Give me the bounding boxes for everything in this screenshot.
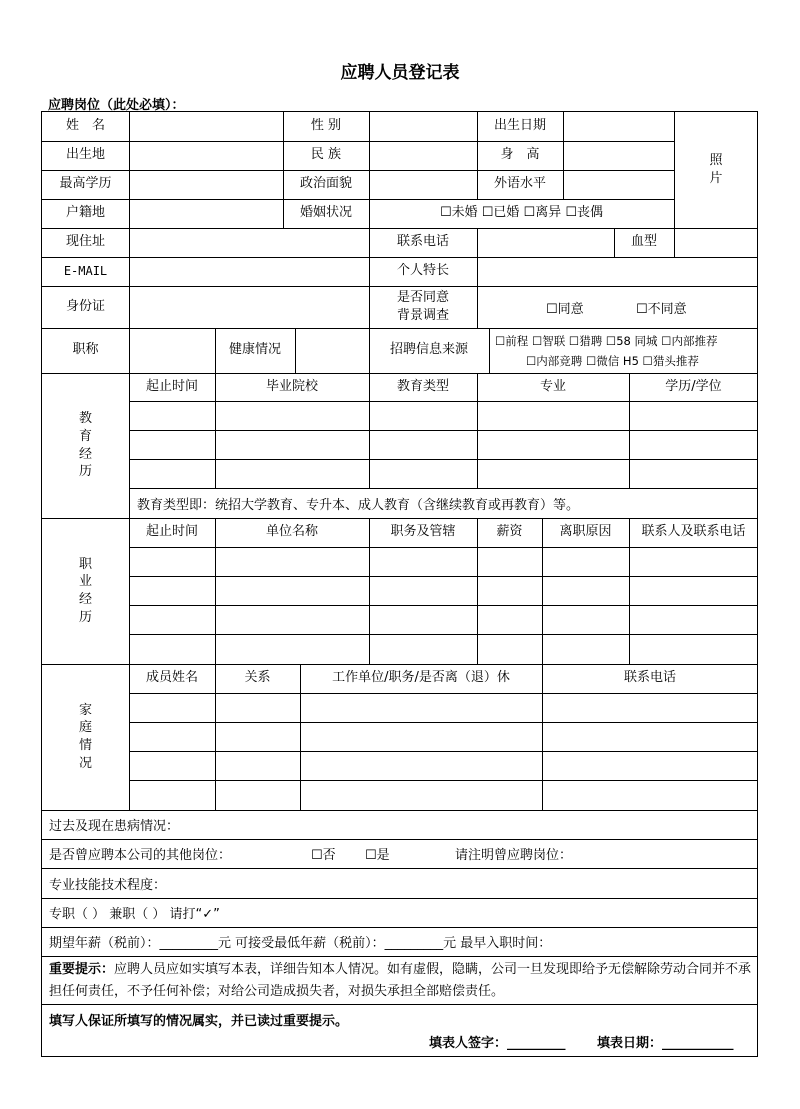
- family-char: 庭: [78, 720, 92, 736]
- education-label: 最高学历: [59, 176, 112, 192]
- photo-box[interactable]: [674, 112, 758, 228]
- row-line: [129, 430, 758, 431]
- email-input[interactable]: [129, 257, 369, 286]
- education-char: 教: [78, 411, 92, 427]
- gender-input[interactable]: [369, 112, 477, 141]
- photo-label-2: 片: [709, 171, 723, 186]
- work-char: 历: [78, 609, 92, 625]
- fill-date-field[interactable]: 填表日期：___________: [597, 1035, 734, 1051]
- applied-before-label: 是否曾应聘本公司的其他岗位：: [49, 848, 232, 863]
- row-line: [42, 1004, 758, 1005]
- email-label: E-MAIL: [63, 263, 108, 278]
- family-header-workplace: 工作单位/职务/是否离（退）休: [332, 670, 510, 686]
- row-line: [129, 634, 758, 635]
- family-char: 家: [78, 702, 92, 718]
- family-char: 情: [78, 738, 92, 753]
- health-input[interactable]: [295, 328, 369, 373]
- title-input[interactable]: [129, 328, 215, 373]
- marital-label: 婚姻状况: [299, 205, 352, 221]
- id-card-input[interactable]: [129, 286, 369, 328]
- gender-label: 性 别: [310, 118, 342, 134]
- work-header-reason: 离职原因: [559, 524, 612, 540]
- skills-label: 专业技能技术程度：: [49, 877, 167, 893]
- signature-field[interactable]: 填表人签字：_________: [429, 1035, 566, 1051]
- salary-line[interactable]: 期望年薪（税前）：_________元 可接受最低年薪（税前）：_________元 最早入职时间：: [49, 936, 552, 951]
- blood-label: 血型: [630, 234, 657, 250]
- birthplace-input[interactable]: [129, 141, 283, 170]
- agree-checkbox[interactable]: ☐同意: [546, 301, 584, 317]
- source-options-row-1[interactable]: ☐前程 ☐智联 ☐猎聘 ☐58 同城 ☐内部推荐: [495, 334, 718, 348]
- hukou-input[interactable]: [129, 199, 283, 228]
- source-options-row-2[interactable]: ☐内部竞聘 ☐微信 H5 ☐猎头推荐: [526, 354, 699, 368]
- col-line: [489, 328, 490, 373]
- work-header-salary: 薪资: [496, 524, 523, 540]
- notice-label: 重要提示：: [49, 962, 115, 977]
- edu-header-major: 专业: [539, 378, 566, 394]
- work-section-label: [42, 518, 129, 664]
- hukou-label: 户籍地: [65, 205, 105, 221]
- language-label: 外语水平: [493, 176, 546, 192]
- blood-input[interactable]: [674, 228, 758, 257]
- height-input[interactable]: [563, 141, 674, 170]
- edu-header-type: 教育类型: [396, 378, 449, 394]
- work-char: 职: [78, 556, 92, 572]
- birth-date-label: 出生日期: [493, 118, 546, 134]
- ethnicity-label: 民 族: [310, 147, 342, 163]
- photo-label-1: 照: [709, 153, 723, 169]
- background-check-line-1: 是否同意: [396, 290, 449, 306]
- title-label: 职称: [72, 342, 99, 358]
- family-header-relation: 关系: [244, 670, 271, 686]
- politics-label: 政治面貌: [299, 176, 352, 192]
- applied-no-checkbox[interactable]: ☐否: [311, 848, 336, 863]
- education-char: 育: [78, 428, 92, 444]
- work-header-duty: 职务及管辖: [390, 524, 456, 540]
- row-line: [129, 722, 758, 723]
- form-title: 应聘人员登记表: [340, 63, 460, 83]
- education-char: 经: [78, 446, 92, 462]
- guarantee-statement: 填写人保证所填写的情况属实，并已读过重要提示。: [49, 1013, 349, 1029]
- row-line: [129, 401, 758, 402]
- row-line: [129, 459, 758, 460]
- row-line: [129, 605, 758, 606]
- source-label: 招聘信息来源: [389, 342, 468, 358]
- family-section-label: [42, 664, 129, 810]
- name-label: 姓 名: [65, 118, 105, 134]
- edu-header-school: 毕业院校: [265, 378, 318, 394]
- work-char: 经: [78, 592, 92, 607]
- notice-text: 应聘人员应如实填写本表，详细告知本人情况。如有虚假，隐瞒，公司一旦发现即给予无偿解除劳动合同并不承担任何责任，不予任何补偿；对给公司造成损失者，对损失承担全部赔偿责任。: [49, 962, 752, 999]
- id-card-label: 身份证: [65, 298, 105, 314]
- address-label: 现住址: [65, 234, 105, 250]
- health-label: 健康情况: [228, 342, 281, 358]
- language-input[interactable]: [563, 170, 674, 199]
- birth-date-input[interactable]: [563, 112, 674, 141]
- education-input[interactable]: [129, 170, 283, 199]
- name-input[interactable]: [129, 112, 283, 141]
- ethnicity-input[interactable]: [369, 141, 477, 170]
- row-line: [129, 780, 758, 781]
- notice-paragraph: [49, 959, 754, 1003]
- row-line: [129, 693, 758, 694]
- registration-form: [41, 111, 758, 1057]
- disagree-checkbox[interactable]: ☐不同意: [636, 301, 687, 317]
- illness-label: 过去及现在患病情况：: [49, 819, 180, 834]
- politics-input[interactable]: [369, 170, 477, 199]
- family-header-phone: 联系电话: [623, 670, 676, 686]
- work-header-contact: 联系人及联系电话: [641, 524, 746, 540]
- family-header-name: 成员姓名: [145, 670, 198, 686]
- specialty-input[interactable]: [477, 257, 758, 286]
- row-line: [129, 547, 758, 548]
- row-line: [129, 576, 758, 577]
- row-line: [129, 751, 758, 752]
- birthplace-label: 出生地: [65, 147, 105, 163]
- row-line: [42, 956, 758, 957]
- edu-header-degree: 学历/学位: [665, 378, 722, 394]
- background-check-line-2: 背景调查: [396, 308, 449, 323]
- family-char: 况: [78, 755, 92, 771]
- phone-label: 联系电话: [396, 234, 449, 250]
- phone-input[interactable]: [477, 228, 614, 257]
- background-check-label: [369, 286, 477, 328]
- education-section-label: [42, 373, 129, 518]
- applied-note-label: 请注明曾应聘岗位：: [455, 848, 573, 863]
- work-header-period: 起止时间: [145, 524, 198, 540]
- position-label: 应聘岗位（此处必填）：: [48, 98, 185, 113]
- work-char: 业: [78, 574, 92, 590]
- edu-header-period: 起止时间: [145, 378, 198, 394]
- work-header-company: 单位名称: [265, 524, 318, 540]
- education-type-note: 教育类型即：统招大学教育、专升本、成人教育（含继续教育或再教育）等。: [137, 497, 580, 513]
- address-input[interactable]: [129, 228, 369, 257]
- education-char: 历: [78, 464, 92, 480]
- specialty-label: 个人特长: [396, 263, 449, 279]
- height-label: 身 高: [500, 147, 540, 163]
- employment-type[interactable]: 专职（ ） 兼职（ ） 请打“✓”: [49, 907, 220, 922]
- marital-options[interactable]: ☐未婚 ☐已婚 ☐离异 ☐丧偶: [439, 205, 603, 221]
- applied-yes-checkbox[interactable]: ☐是: [365, 848, 390, 863]
